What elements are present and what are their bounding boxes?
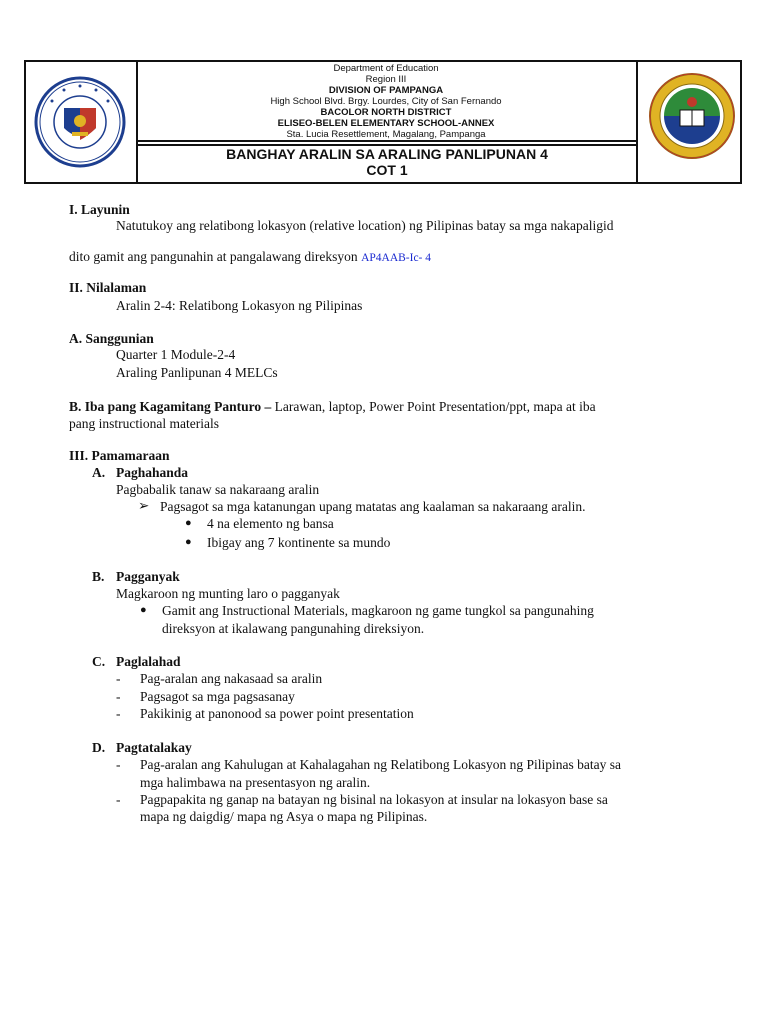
pagtatalakay-item2-line1: Pagpapakita ng ganap na batayan ng bisinal na lokasyon at insular na lokasyon base sa (140, 792, 608, 807)
header-district: BACOLOR NORTH DISTRICT (320, 107, 452, 118)
dash-bullet: - (116, 792, 121, 807)
subsection-pagganyak-heading: Pagganyak (116, 569, 180, 584)
layunin-text-line2: dito gamit ang pangunahin at pangalawang direksyon AP4AAB-Ic- 4 (69, 249, 432, 264)
paghahanda-arrow-item: Pagsagot sa mga katanungan upang matatas ang kaalaman sa nakaraang aralin. (160, 499, 586, 514)
header-address: High School Blvd. Brgy. Lourdes, City of San Fernando (270, 96, 502, 107)
dash-bullet: - (116, 706, 121, 721)
sanggunian-item: Araling Panlipunan 4 MELCs (116, 365, 278, 380)
paglalahad-item: Pag-aralan ang nakasaad sa aralin (140, 671, 323, 686)
pagganyak-bullet-line2: direksyon at ikalawang pangunahing direksiyon. (162, 621, 425, 636)
header-divider-left (136, 60, 138, 184)
header-divider-right (636, 60, 638, 184)
subsection-paglalahad-heading: Paglalahad (116, 654, 181, 669)
section-kagamitan-heading: B. Iba pang Kagamitang Panturo – (69, 399, 272, 414)
section-pamamaraan-heading: III. Pamamaraan (69, 448, 170, 463)
paghahanda-text: Pagbabalik tanaw sa nakaraang aralin (116, 482, 320, 497)
pagtatalakay-item1-line1: Pag-aralan ang Kahulugan at Kahalagahan ng Relatibong Lokasyon ng Pilipinas batay sa (140, 757, 621, 772)
pagganyak-text: Magkaroon ng munting laro o pagganyak (116, 586, 340, 601)
pagtatalakay-item1-line2: mga halimbawa na presentasyon ng aralin. (140, 775, 371, 790)
sanggunian-item: Quarter 1 Module-2-4 (116, 347, 236, 362)
layunin-text-line1: Natutukoy ang relatibong lokasyon (relative location) ng Pilipinas batay sa mga nakapaligid (116, 218, 614, 233)
header-region: Region III (365, 74, 407, 85)
pagganyak-bullet-line1: Gamit ang Instructional Materials, magkaroon ng game tungkol sa pangunahing (162, 603, 594, 618)
competency-code: AP4AAB-Ic- 4 (361, 252, 432, 264)
paglalahad-item: Pakikinig at panonood sa power point presentation (140, 706, 414, 721)
nilalaman-text: Aralin 2-4: Relatibong Lokasyon ng Pilipinas (116, 298, 363, 313)
subsection-pagtatalakay-heading: Pagtatalakay (116, 740, 192, 755)
section-sanggunian-heading: A. Sanggunian (69, 331, 154, 346)
arrow-bullet-icon: ➢ (138, 498, 150, 513)
kagamitan-line1: B. Iba pang Kagamitang Panturo – Larawan, laptop, Power Point Presentation/ppt, mapa at iba (69, 399, 596, 414)
subsection-letter: C. (92, 654, 106, 669)
paghahanda-bullet-item: Ibigay ang 7 kontinente sa mundo (207, 535, 391, 550)
dash-bullet: - (116, 671, 121, 686)
header-department: Department of Education (333, 63, 439, 74)
header-school: ELISEO-BELEN ELEMENTARY SCHOOL-ANNEX (277, 118, 495, 129)
subsection-letter: A. (92, 465, 106, 480)
header-divider-horizontal (136, 140, 638, 142)
dash-bullet: - (116, 757, 121, 772)
bullet-dot-icon: ● (185, 536, 192, 548)
dash-bullet: - (116, 689, 121, 704)
bullet-dot-icon: ● (140, 604, 147, 616)
deped-seal-logo (34, 76, 126, 168)
pagtatalakay-item2-line2: mapa ng daigdig/ mapa ng Asya o mapa ng Pilipinas. (140, 809, 428, 824)
header-division: DIVISION OF PAMPANGA (328, 85, 444, 96)
lesson-plan-subtitle: COT 1 (366, 162, 408, 178)
header-school-address: Sta. Lucia Resettlement, Magalang, Pampanga (286, 129, 486, 140)
subsection-letter: B. (92, 569, 105, 584)
section-nilalaman-heading: II. Nilalaman (69, 280, 147, 295)
bullet-dot-icon: ● (185, 517, 192, 529)
paglalahad-item: Pagsagot sa mga pagsasanay (140, 689, 295, 704)
subsection-paghahanda-heading: Paghahanda (116, 465, 189, 480)
subsection-letter: D. (92, 740, 106, 755)
paghahanda-bullet-item: 4 na elemento ng bansa (207, 516, 334, 531)
lesson-plan-title: BANGHAY ARALIN SA ARALING PANLIPUNAN 4 (226, 146, 548, 162)
division-seal-logo (648, 72, 736, 160)
kagamitan-line2: pang instructional materials (69, 416, 219, 431)
section-layunin-heading: I. Layunin (69, 202, 130, 217)
